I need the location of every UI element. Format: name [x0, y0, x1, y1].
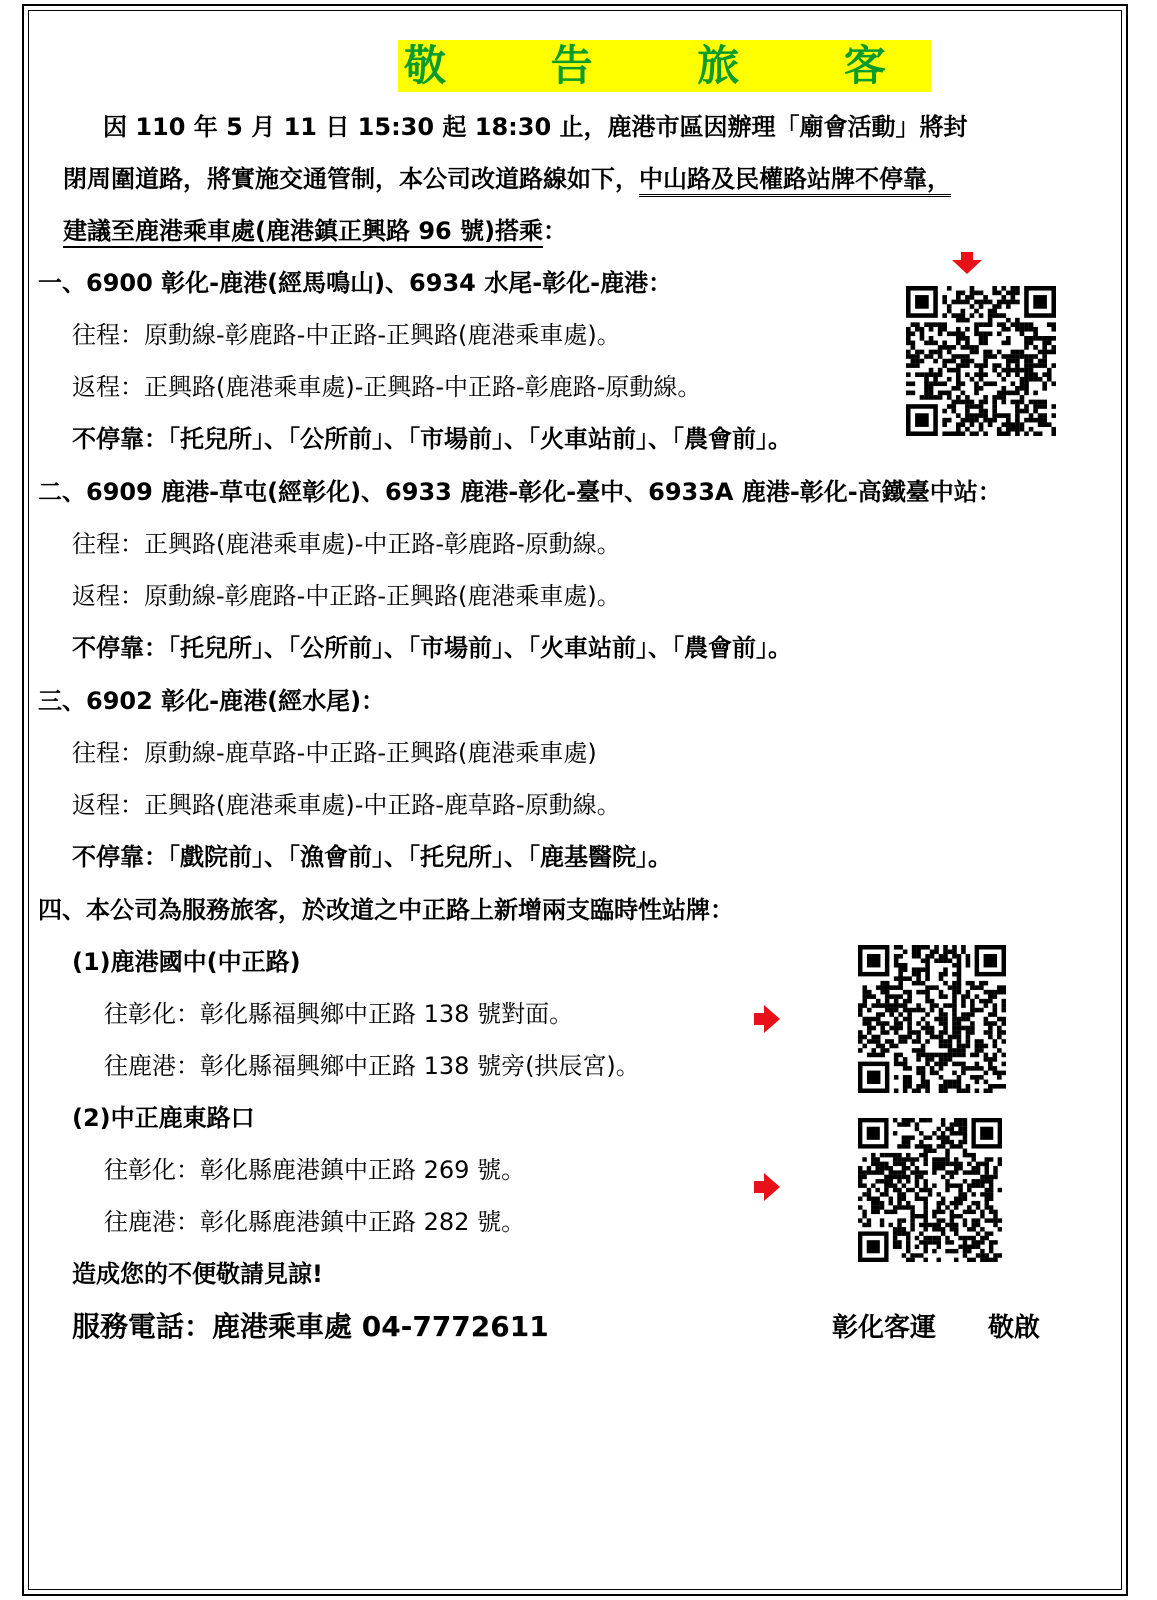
arrow-right-icon [754, 1172, 780, 1202]
stop-2-title: (2)中正鹿東路口 [72, 1104, 255, 1132]
section-1-inbound: 返程：正興路(鹿港乘車處)-正興路-中正路-彰鹿路-原動線。 [72, 373, 702, 401]
intro-line-2-text: 閉周圍道路，將實施交通管制，本公司改道路線如下， [63, 165, 639, 193]
intro-line-3 [63, 216, 567, 246]
stop-2-to-changhua: 往彰化：彰化縣鹿港鎮中正路 269 號。 [104, 1156, 526, 1184]
intro-line-1: 因 110 年 5 月 11 日 15:30 起 18:30 止，鹿港市區因辦理「廟會活動」將封 [103, 113, 968, 141]
section-3-inbound: 返程：正興路(鹿港乘車處)-中正路-鹿草路-原動線。 [72, 791, 621, 819]
stop-1-to-lukang: 往鹿港：彰化縣福興鄉中正路 138 號旁(拱辰宮)。 [104, 1052, 640, 1080]
section-1-no-stop: 不停靠：「托兒所」、「公所前」、「市場前」、「火車站前」、「農會前」。 [72, 425, 792, 453]
section-2-no-stop: 不停靠：「托兒所」、「公所前」、「市場前」、「火車站前」、「農會前」。 [72, 634, 792, 662]
section-3-heading: 三、6902 彰化-鹿港(經水尾)： [38, 687, 386, 715]
qr-code-icon[interactable] [906, 286, 1056, 436]
signature: 彰化客運 敬啟 [832, 1313, 1041, 1343]
section-1-heading: 一、6900 彰化-鹿港(經馬鳴山)、6934 水尾-彰化-鹿港： [38, 269, 673, 297]
intro-highlight-no-stop: 中山路及民權路站牌不停靠， [639, 165, 951, 197]
stop-1-to-changhua: 往彰化：彰化縣福興鄉中正路 138 號對面。 [104, 1000, 574, 1028]
section-3-outbound: 往程：原動線-鹿草路-中正路-正興路(鹿港乘車處) [72, 739, 597, 767]
section-2-heading: 二、6909 鹿港-草屯(經彰化)、6933 鹿港-彰化-臺中、6933A 鹿港-彰化-高鐵臺中站： [38, 478, 1002, 506]
qr-code-icon[interactable] [858, 1118, 1002, 1262]
section-2-outbound: 往程：正興路(鹿港乘車處)-中正路-彰鹿路-原動線。 [72, 530, 621, 558]
stop-2-to-lukang: 往鹿港：彰化縣鹿港鎮中正路 282 號。 [104, 1208, 526, 1236]
intro-line-2 [63, 164, 951, 194]
arrow-right-icon [754, 1004, 780, 1034]
section-3-no-stop: 不停靠：「戲院前」、「漁會前」、「托兒所」、「鹿基醫院」。 [72, 843, 672, 871]
qr-code-icon[interactable] [858, 945, 1006, 1093]
intro-line-3-tail: ： [543, 217, 568, 245]
section-2-inbound: 返程：原動線-彰鹿路-中正路-正興路(鹿港乘車處)。 [72, 582, 621, 610]
stop-1-title: (1)鹿港國中(中正路) [72, 948, 301, 976]
section-4-heading: 四、本公司為服務旅客，於改道之中正路上新增兩支臨時性站牌： [38, 896, 734, 924]
notice-title: 敬 告 旅 客 [398, 40, 931, 92]
intro-highlight-boarding: 建議至鹿港乘車處(鹿港鎮正興路 96 號)搭乘 [63, 217, 543, 248]
contact-phone: 服務電話：鹿港乘車處 04-7772611 [72, 1310, 549, 1343]
section-1-outbound: 往程：原動線-彰鹿路-中正路-正興路(鹿港乘車處)。 [72, 321, 621, 349]
apology-text: 造成您的不便敬請見諒! [72, 1260, 323, 1288]
arrow-down-icon [950, 252, 984, 274]
